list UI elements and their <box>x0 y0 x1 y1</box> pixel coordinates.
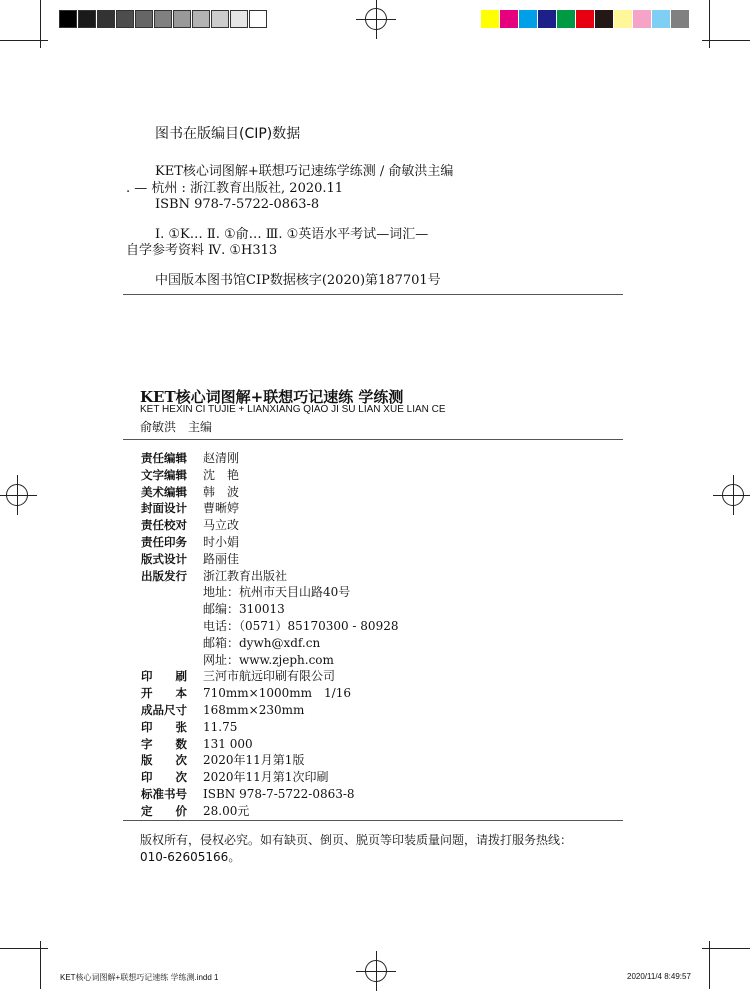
credit-row <box>141 484 621 500</box>
credit-value: 三河市航远印刷有限公司 <box>203 669 336 684</box>
registration-mark-icon <box>6 484 28 506</box>
crop-mark <box>0 948 48 949</box>
credit-value: 浙江教育出版社 <box>203 568 288 583</box>
divider <box>123 439 623 440</box>
credit-label: 字 数 <box>141 736 187 751</box>
credit-label: 标准书号 <box>141 787 187 801</box>
cip-classification-line: Ⅰ. ①K… Ⅱ. ①俞… Ⅲ. ①英语水平考试—词汇— <box>155 227 429 242</box>
crop-mark <box>0 40 48 41</box>
credit-label: 印 次 <box>141 770 187 785</box>
credit-label: 责任编辑 <box>141 451 187 465</box>
color-swatch <box>154 10 172 28</box>
credit-label: 责任印务 <box>141 535 187 549</box>
credit-row <box>141 500 621 516</box>
credit-row <box>141 786 621 802</box>
slug-filename: KET核心词图解+联想巧记速练 学练测.indd 1 <box>60 973 219 982</box>
credit-value: 2020年11月第1次印刷 <box>203 770 329 785</box>
credit-row <box>141 618 621 634</box>
credit-row <box>141 652 621 668</box>
credit-value: 韩 波 <box>203 484 240 499</box>
divider <box>123 294 623 295</box>
color-swatch <box>652 10 670 28</box>
credit-row <box>141 517 621 533</box>
credit-row <box>141 752 621 768</box>
credit-row <box>141 467 621 483</box>
credit-label: 成品尺寸 <box>141 703 187 717</box>
cip-heading: 图书在版编目(CIP)数据 <box>155 126 301 142</box>
color-swatch <box>192 10 210 28</box>
credit-value: 时小娟 <box>203 535 240 549</box>
cip-classification-line-2: 自学参考资料 Ⅳ. ①H313 <box>126 243 278 258</box>
credit-value: 11.75 <box>203 719 238 734</box>
color-swatch <box>500 10 518 28</box>
color-swatch <box>135 10 153 28</box>
credit-row <box>141 702 621 718</box>
credit-row <box>141 450 621 466</box>
credit-label: 责任校对 <box>141 518 187 533</box>
credit-value: 沈 艳 <box>203 467 240 482</box>
credit-value: 28.00元 <box>203 803 250 818</box>
color-swatch <box>59 10 77 28</box>
copyright-notice: 版权所有，侵权必究。如有缺页、倒页、脱页等印装质量问题，请拨打服务热线： <box>140 833 573 847</box>
color-swatch <box>211 10 229 28</box>
credit-label: 开 本 <box>141 686 187 701</box>
credit-value: 赵清刚 <box>203 451 240 465</box>
registration-mark-icon <box>722 484 744 506</box>
color-swatch <box>633 10 651 28</box>
color-swatch <box>519 10 537 28</box>
color-swatch <box>557 10 575 28</box>
registration-mark-icon <box>365 960 387 982</box>
service-hotline: 010-62605166。 <box>140 850 241 864</box>
credit-value: 131 000 <box>203 736 253 751</box>
credit-row <box>141 551 621 567</box>
credit-row <box>141 719 621 735</box>
color-swatch <box>116 10 134 28</box>
credit-row <box>141 635 621 651</box>
credit-label: 定 价 <box>141 803 187 818</box>
credit-label: 印 张 <box>141 719 187 734</box>
book-title: KET核心词图解+联想巧记速练 学练测 <box>140 388 404 406</box>
credit-value: 网址：www.zjeph.com <box>203 652 334 667</box>
cip-title-line: KET核心词图解+联想巧记速练学练测 / 俞敏洪主编 <box>155 164 454 179</box>
credit-row <box>141 668 621 684</box>
credit-value: ISBN 978-7-5722-0863-8 <box>203 787 355 801</box>
credit-value: 路丽佳 <box>203 551 240 566</box>
credit-row <box>141 568 621 584</box>
credit-label: 封面设计 <box>141 501 187 516</box>
credit-row <box>141 736 621 752</box>
credit-label: 文字编辑 <box>141 467 187 482</box>
credit-label: 印 刷 <box>141 669 187 684</box>
credit-row <box>141 685 621 701</box>
color-swatch <box>538 10 556 28</box>
credit-label: 美术编辑 <box>141 484 187 499</box>
color-swatch <box>595 10 613 28</box>
credit-value: 马立改 <box>203 518 240 533</box>
cip-publisher-line: . — 杭州 : 浙江教育出版社, 2020.11 <box>126 181 344 196</box>
credit-value: 邮编：310013 <box>203 602 285 617</box>
credit-value: 地址：杭州市天目山路40号 <box>203 585 351 600</box>
credit-row <box>141 534 621 550</box>
crop-mark <box>702 948 750 949</box>
credit-value: 710mm×1000mm 1/16 <box>203 686 351 701</box>
credit-value: 曹晰婷 <box>203 501 240 516</box>
credit-label: 版式设计 <box>141 551 187 566</box>
color-swatch <box>173 10 191 28</box>
color-swatch <box>230 10 248 28</box>
color-swatch <box>97 10 115 28</box>
registration-mark-icon <box>365 8 387 30</box>
color-swatch <box>78 10 96 28</box>
credit-row <box>141 584 621 600</box>
book-title-pinyin: KET HEXIN CI TUJIE + LIANXIANG QIAO JI SU LIAN XUE LIAN CE <box>140 404 446 415</box>
credit-row <box>141 601 621 617</box>
credit-value: 2020年11月第1版 <box>203 753 305 768</box>
credit-value: 邮箱：dywh@xdf.cn <box>203 635 321 650</box>
color-swatch <box>576 10 594 28</box>
color-swatch <box>249 10 267 28</box>
divider <box>123 820 623 821</box>
book-editor: 俞敏洪 主编 <box>140 420 213 434</box>
credit-value: 168mm×230mm <box>203 703 305 717</box>
color-swatch <box>481 10 499 28</box>
credit-label: 版 次 <box>141 753 187 768</box>
color-swatch <box>614 10 632 28</box>
credit-row <box>141 769 621 785</box>
credit-value: 电话：（0571）85170300 - 80928 <box>203 619 399 633</box>
cip-isbn-line: ISBN 978-7-5722-0863-8 <box>155 197 320 212</box>
crop-mark <box>702 40 750 41</box>
color-swatch <box>671 10 689 28</box>
credit-row <box>141 803 621 819</box>
credit-label: 出版发行 <box>141 568 187 583</box>
slug-timestamp: 2020/11/4 8:49:57 <box>627 972 691 981</box>
cip-record-number: 中国版本图书馆CIP数据核字(2020)第187701号 <box>155 273 441 288</box>
